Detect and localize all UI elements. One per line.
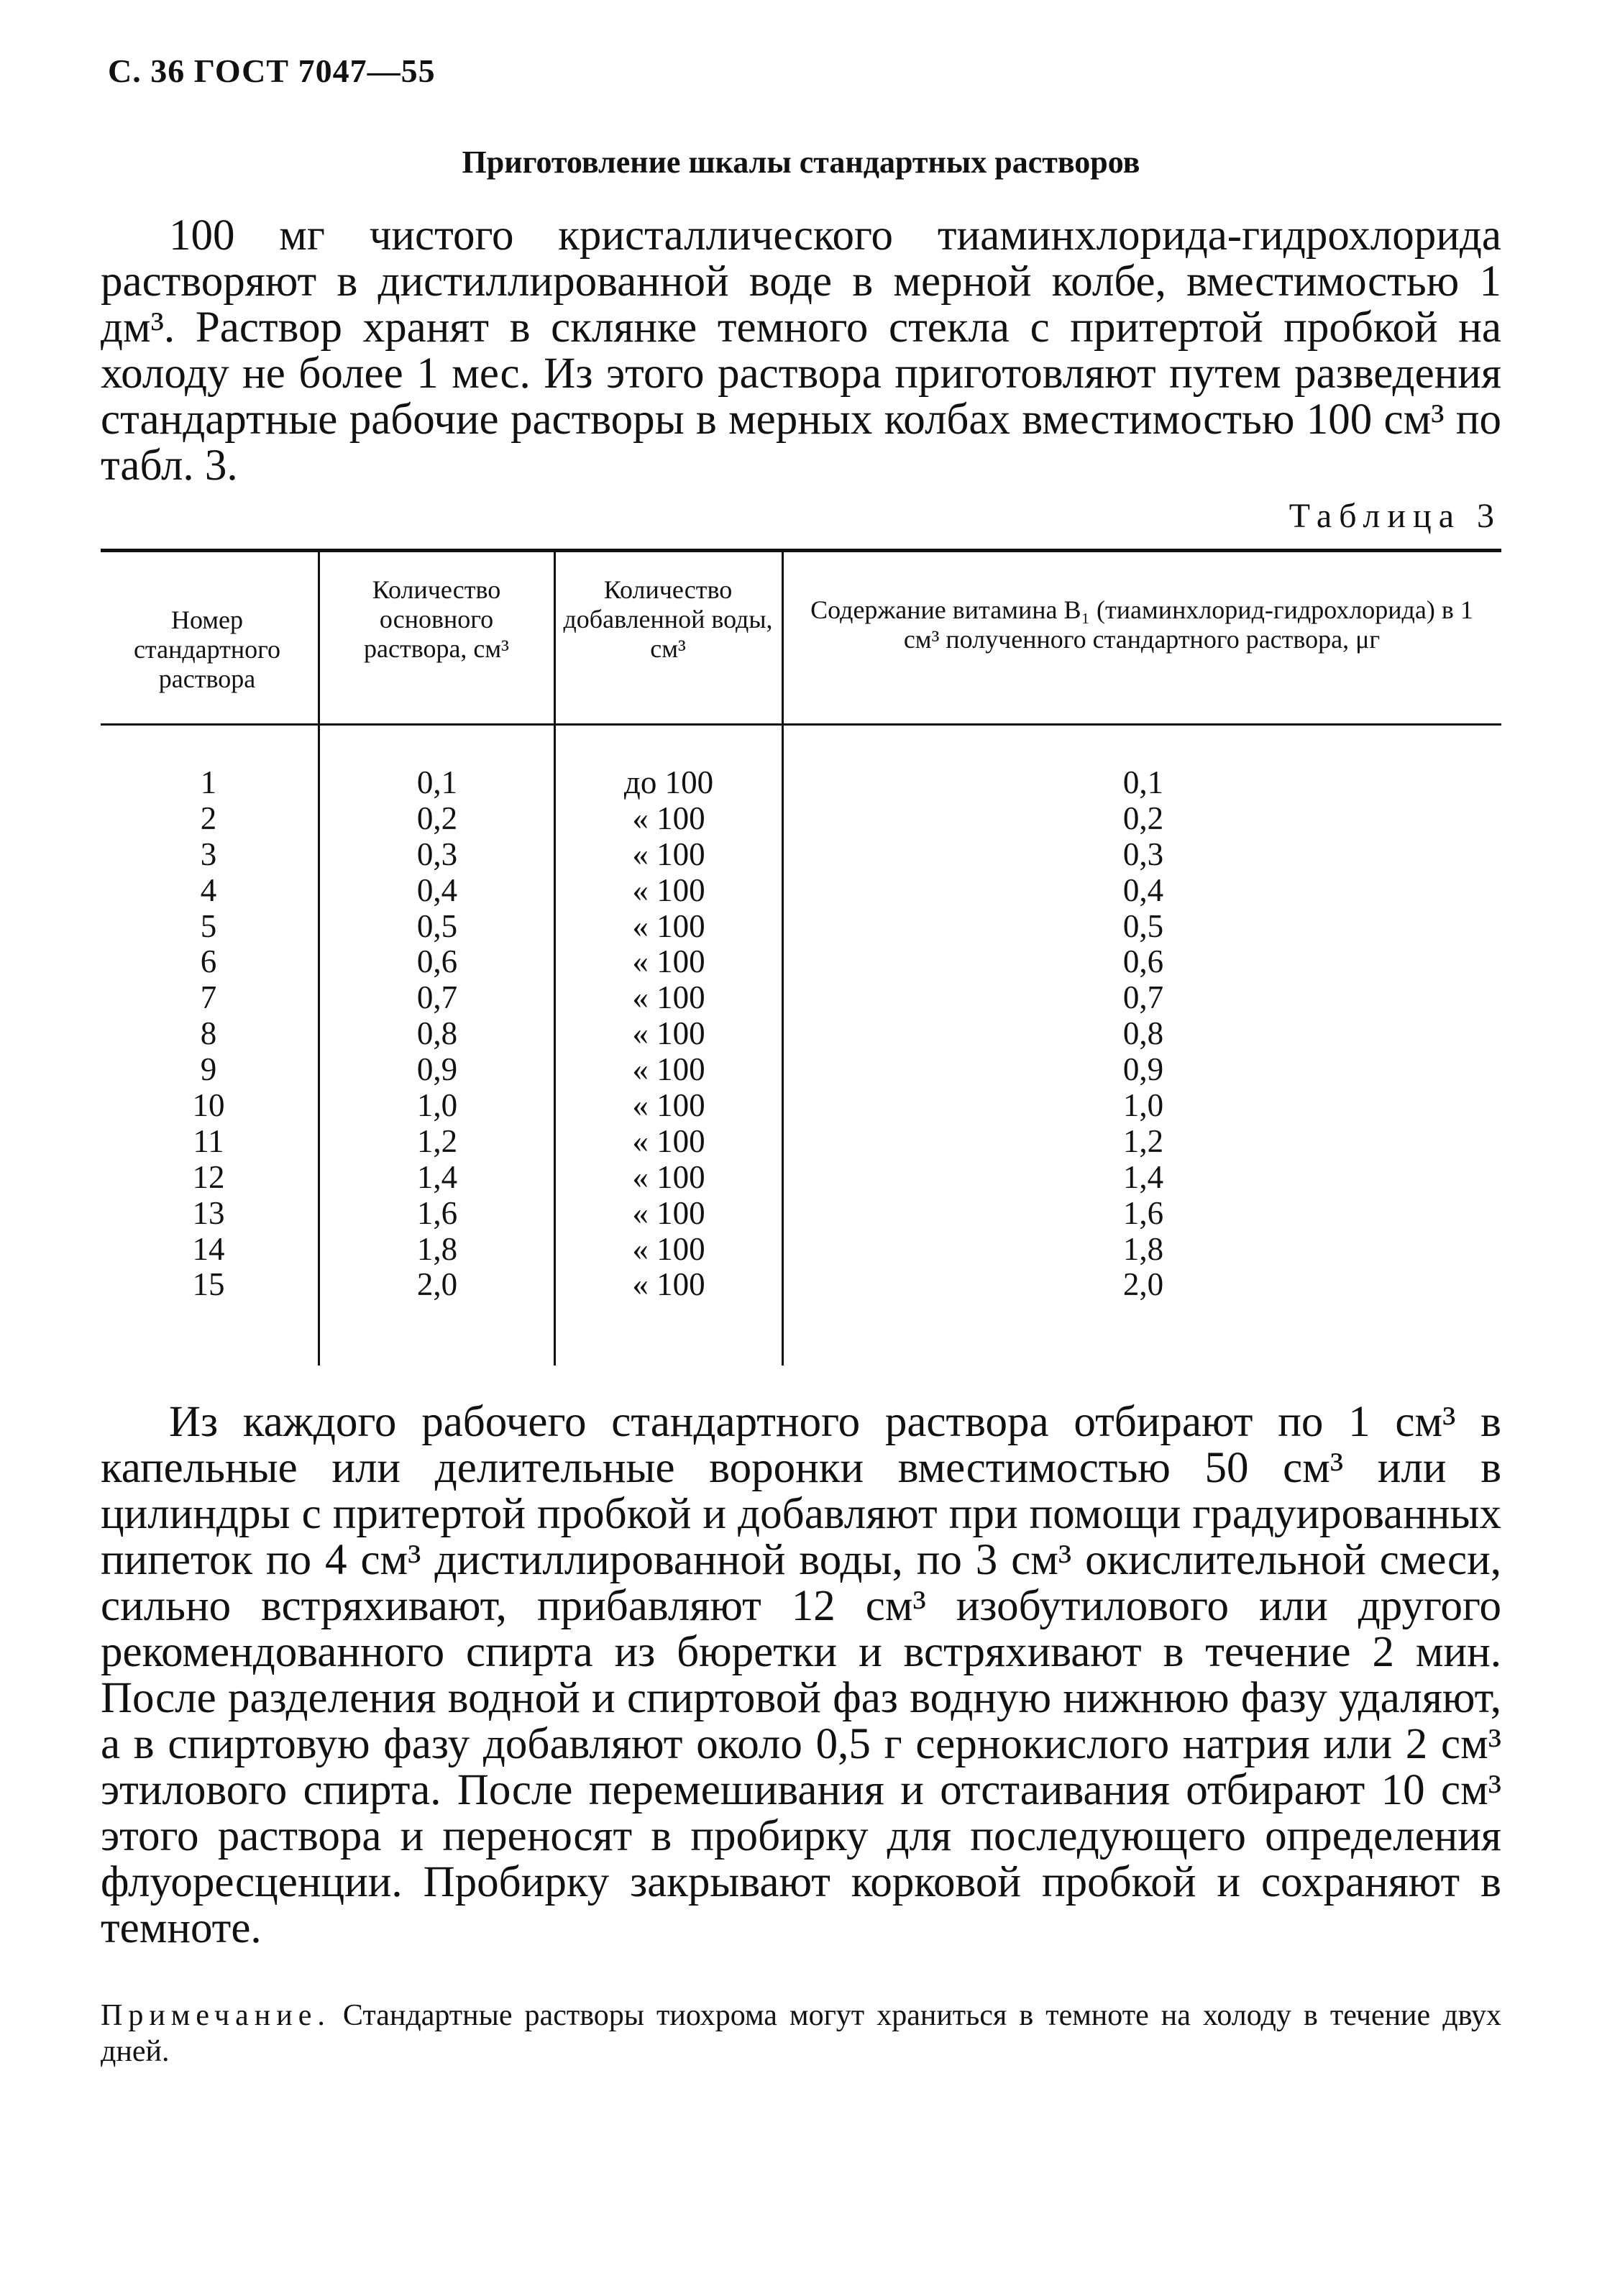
table-cell: 0,7 [1122, 979, 1164, 1016]
table-cell: 1,2 [1122, 1122, 1164, 1159]
table-cell: « 100 [632, 836, 705, 872]
header-cell-base-amount: Количество основного раствора, см³ [364, 575, 509, 663]
table-cell: « 100 [632, 907, 705, 944]
header-cell-vitamin-content: Содержание витамина B₁ (тиаминхлорид-гидрохлорида) в 1 см³ полученного стандартного раствора, μг [810, 595, 1473, 654]
table-cell: 1,4 [416, 1158, 458, 1195]
table-cell: « 100 [632, 1015, 705, 1052]
table-cell: 9 [200, 1051, 217, 1088]
table-cell: 1 [200, 764, 217, 800]
table-cell: 5 [200, 907, 217, 944]
table-cell: 15 [192, 1266, 225, 1303]
note [101, 1998, 1501, 2069]
table-top-rule [101, 549, 1501, 552]
table-cell: 0,3 [1122, 836, 1164, 872]
table-cell: 0,7 [416, 979, 458, 1016]
table-cell: 0,5 [416, 907, 458, 944]
column-divider [782, 552, 784, 723]
table-cell: 14 [192, 1230, 225, 1267]
table-cell: « 100 [632, 1230, 705, 1267]
table-cell: 7 [200, 979, 217, 1016]
header-cell-water-amount: Количество добавленной воды, см³ [563, 575, 773, 663]
column-divider [318, 726, 320, 1366]
page-header: С. 36 ГОСТ 7047—55 [108, 52, 436, 89]
table-cell: 2,0 [1122, 1266, 1164, 1303]
table-cell: 0,4 [1122, 872, 1164, 908]
table-cell: 0,3 [416, 836, 458, 872]
column-divider [318, 552, 320, 723]
table-cell: 0,2 [1122, 800, 1164, 836]
table-cell: 4 [200, 872, 217, 908]
table-cell: 1,8 [416, 1230, 458, 1267]
table-cell: « 100 [632, 1051, 705, 1088]
column-divider [782, 726, 784, 1366]
table-cell: « 100 [632, 1087, 705, 1124]
table-cell: 0,5 [1122, 907, 1164, 944]
table-cell: 8 [200, 1015, 217, 1052]
column-number [101, 765, 316, 1303]
table-cell: « 100 [632, 943, 705, 980]
table-cell: 1,0 [416, 1087, 458, 1124]
table-header-rule [101, 723, 1501, 726]
table-cell: 1,2 [416, 1122, 458, 1159]
table-cell: « 100 [632, 1266, 705, 1303]
column-base-amount [322, 765, 552, 1303]
table-cell: 10 [192, 1087, 225, 1124]
table-cell: 0,8 [1122, 1015, 1164, 1052]
table-cell: 3 [200, 836, 217, 872]
column-divider [554, 726, 556, 1366]
header-cell-number: Номер стандартного раствора [133, 605, 281, 693]
table-cell: 6 [200, 943, 217, 980]
table-cell: 0,6 [416, 943, 458, 980]
column-divider [554, 552, 556, 723]
table-cell: « 100 [632, 1194, 705, 1231]
table-cell: 13 [192, 1194, 225, 1231]
table-cell: 1,0 [1122, 1087, 1164, 1124]
table-cell: « 100 [632, 1158, 705, 1195]
table-cell: « 100 [632, 979, 705, 1016]
column-water-amount [557, 765, 780, 1303]
paragraph-intro: 100 мг чистого кристаллического тиаминхлорида-гидрохлорида растворяют в дистиллированной воде в мерной колбе, вместимостью 1 дм³. Раствор хранят в склянке темного стекла с притертой пробкой на холоду не более 1 мес. Из этого раствора приготовляют путем разведения стандартные рабочие растворы в мерных колбах вместимостью 100 см³ по табл. 3. [101, 211, 1501, 490]
table-cell: 0,1 [1122, 764, 1164, 800]
table-cell: 0,9 [1122, 1051, 1164, 1088]
column-vitamin-content [785, 765, 1501, 1303]
table-cell: 12 [192, 1158, 225, 1195]
table-cell: 2 [200, 800, 217, 836]
table-cell: 0,2 [416, 800, 458, 836]
table-cell: до 100 [623, 764, 714, 800]
note-text: Стандартные растворы тиохрома могут храниться в темноте на холоду в течение двух дней. [101, 1999, 1501, 2068]
note-label: Примечание. [101, 1999, 331, 2032]
table-cell: 2,0 [416, 1266, 458, 1303]
table-cell: 1,8 [1122, 1230, 1164, 1267]
table-cell: 0,9 [416, 1051, 458, 1088]
table-cell: 1,6 [1122, 1194, 1164, 1231]
table-label: Таблица 3 [1289, 497, 1501, 535]
table-cell: « 100 [632, 1122, 705, 1159]
table-cell: 11 [193, 1122, 224, 1159]
table-cell: 0,4 [416, 872, 458, 908]
table-cell: 0,1 [416, 764, 458, 800]
table-cell: « 100 [632, 872, 705, 908]
table-cell: 0,6 [1122, 943, 1164, 980]
table-cell: 1,6 [416, 1194, 458, 1231]
table-cell: 0,8 [416, 1015, 458, 1052]
section-title: Приготовление шкалы стандартных растворов [462, 145, 1140, 180]
table-cell: 1,4 [1122, 1158, 1164, 1195]
table-cell: « 100 [632, 800, 705, 836]
paragraph-procedure: Из каждого рабочего стандартного раствора отбирают по 1 см³ в капельные или делительные воронки вместимостью 50 см³ или в цилиндры с притертой пробкой и добавляют при помощи градуированных пипеток по 4 см³ дистиллированной воды, по 3 см³ окислительной смеси, сильно встряхивают, прибавляют 12 см³ изобутилового или другого рекомендованного спирта из бюретки и встряхивают в течение 2 мин. После разделения водной и спиртовой фаз водную нижнюю фазу удаляют, а в спиртовую фазу добавляют около 0,5 г сернокислого натрия или 2 см³ этилового спирта. После перемешивания и отстаивания отбирают 10 см³ этого раствора и переносят в пробирку для последующего определения флуоресценции. Пробирку закрывают корковой пробкой и сохраняют в темноте. [101, 1398, 1501, 1952]
